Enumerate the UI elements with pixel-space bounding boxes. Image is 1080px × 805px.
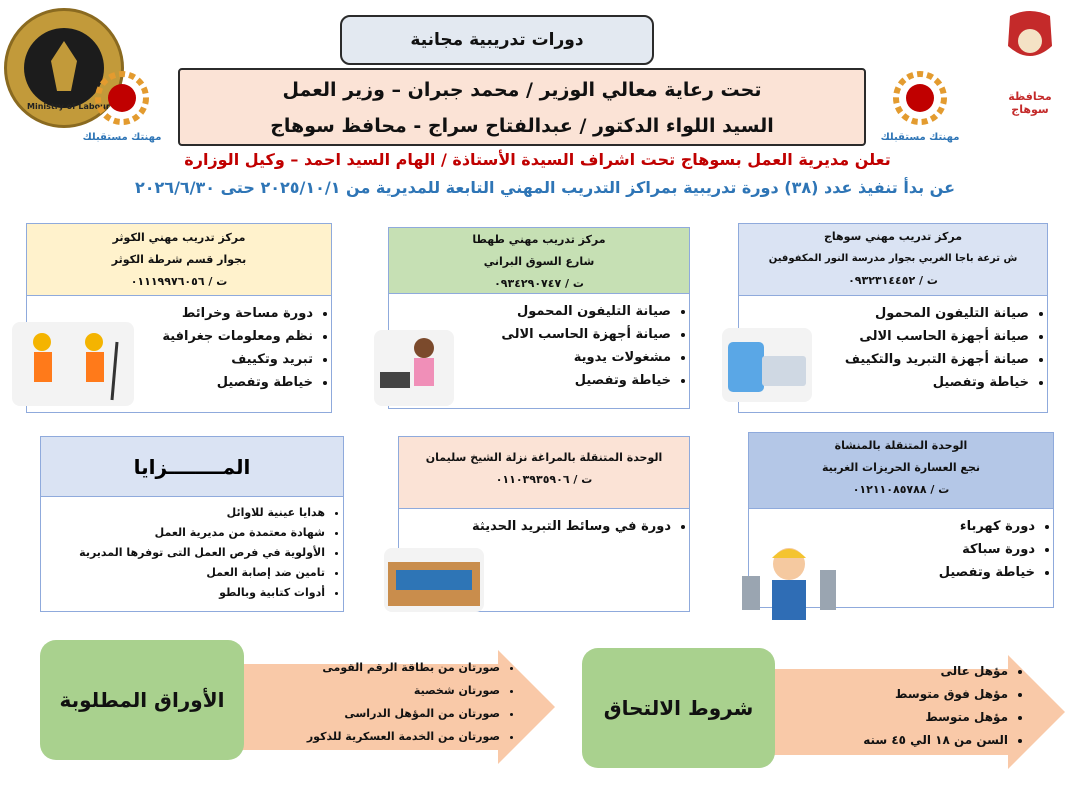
center-phone: ت / ٠١١٠٣٩٣٥٩٠٦ <box>495 473 593 486</box>
documents-list <box>250 656 520 748</box>
center-name: الوحدة المتنقلة بالمراغة نزلة الشيخ سليمان <box>425 451 663 464</box>
building-illustration <box>384 548 484 612</box>
documents-title-box <box>40 640 244 760</box>
surveyor-illustration <box>12 322 134 406</box>
center-name: مركز تدريب مهني سوهاج <box>823 230 963 243</box>
requirement-item: • مؤهل عالى <box>760 660 1008 683</box>
slogan-text-right: مهنتك مستقبلك <box>880 132 960 143</box>
benefits-title: المــــــــزايا <box>133 454 251 479</box>
center-card-header <box>749 433 1053 509</box>
phone-computer-illustration <box>722 328 812 402</box>
center-card-header <box>399 437 689 509</box>
requirements-title: شروط الالتحاق <box>603 696 754 720</box>
requirement-item: • السن من ١٨ الي ٤٥ سنه <box>760 729 1008 752</box>
course-item: • صيانة أجهزة الحاسب الالى <box>739 325 1029 348</box>
course-item: • دورة مساحة وخرائط <box>27 302 313 325</box>
course-item: • خياطة وتفصيل <box>27 371 313 394</box>
center-address: بجوار قسم شرطة الكوثر <box>111 253 247 266</box>
center-card-header <box>27 224 331 296</box>
benefits-header <box>41 437 343 497</box>
documents-title: الأوراق المطلوبة <box>59 688 225 712</box>
center-address: شارع السوق البراني <box>483 255 595 268</box>
sub-announcement: عن بدأ تنفيذ عدد (٣٨) دورة تدريبية بمراكز التدريب المهني التابعة للمديرية من ٢٠٢٥/١٠/١ حتى ٢٠٢٦/٦/٣٠ <box>135 178 955 197</box>
course-item: • صيانة أجهزة التبريد والتكييف <box>739 348 1029 371</box>
slogan-logo-right <box>880 70 960 146</box>
center-name: مركز تدريب مهني طهطا <box>472 233 606 246</box>
benefit-item: • هدايا عينية للاوائل <box>41 503 325 523</box>
course-item: • نظم ومعلومات جغرافية <box>27 325 313 348</box>
ministry-logo-text: Ministry of Labour <box>27 102 110 111</box>
page-title: دورات تدريبية مجانية <box>340 15 654 65</box>
center-name: الوحدة المتنقلة بالمنشاة <box>834 439 968 452</box>
sponsor-line-2: السيد اللواء الدكتور / عبدالفتاح سراج - محافظ سوهاج <box>270 115 774 137</box>
center-phone: ت / ٠١١١٩٩٧٦٠٥٦ <box>130 275 228 288</box>
benefit-item: • شهادة معتمدة من مديرية العمل <box>41 523 325 543</box>
center-card-header <box>389 228 689 294</box>
course-item: • خياطة وتفصيل <box>739 371 1029 394</box>
center-phone: ت / ٠٩٣٢٣١٤٤٥٢ <box>848 274 938 287</box>
center-card-header <box>739 224 1047 296</box>
sponsor-box <box>178 68 866 146</box>
requirements-title-box <box>582 648 775 768</box>
course-item: • خياطة وتفصيل <box>389 369 671 392</box>
center-address: ش ترعة باجا الغربي بجوار مدرسة النور المكفوفين <box>768 253 1018 264</box>
course-item: • دورة كهرباء <box>749 515 1035 538</box>
benefit-item: • تامين ضد إصابة العمل <box>41 563 325 583</box>
slogan-text-left: مهنتك مستقبلك <box>82 132 162 143</box>
document-item: • صورتان من بطاقة الرقم القومى <box>250 656 500 679</box>
slogan-logo-left <box>82 70 162 146</box>
sewing-illustration <box>374 330 454 406</box>
center-name: مركز تدريب مهني الكوثر <box>112 231 246 244</box>
course-item: • صيانة التليفون المحمول <box>389 300 671 323</box>
center-courses <box>399 509 689 538</box>
governorate-name: محافظة سوهاج <box>1008 90 1052 116</box>
document-item: • صورتان من المؤهل الدراسى <box>250 702 500 725</box>
course-item: • صيانة أجهزة الحاسب الالى <box>389 323 671 346</box>
requirement-item: • مؤهل فوق متوسط <box>760 683 1008 706</box>
course-item: • دورة سباكة <box>749 538 1035 561</box>
course-item: • صيانة التليفون المحمول <box>739 302 1029 325</box>
center-phone: ت / ٠٩٣٤٢٩٠٧٤٧ <box>494 277 584 290</box>
announcement: تعلن مديرية العمل بسوهاج تحت اشراف السيدة الأستاذة / الهام السيد احمد – وكيل الوزارة <box>184 150 891 169</box>
course-item: • مشغولات يدوية <box>389 346 671 369</box>
document-item: • صورتان شخصية <box>250 679 500 702</box>
benefits-card <box>40 436 344 612</box>
course-item: • تبريد وتكييف <box>27 348 313 371</box>
governorate-logo <box>990 6 1070 114</box>
benefit-item: • أدوات كتابية وبالطو <box>41 583 325 603</box>
center-address: نجع العسارة الحريزات الغربية <box>821 461 981 474</box>
requirement-item: • مؤهل متوسط <box>760 706 1008 729</box>
sponsor-line-1: تحت رعاية معالي الوزير / محمد جبران – وزير العمل <box>282 79 762 101</box>
plumber-illustration <box>734 540 844 626</box>
course-item: • دورة في وسائط التبريد الحديثة <box>399 515 671 538</box>
benefit-item: • الأولوية في فرص العمل التى توفرها المديرية <box>41 543 325 563</box>
course-item: • خياطة وتفصيل <box>749 561 1035 584</box>
document-item: • صورتان من الخدمة العسكرية للذكور <box>250 725 500 748</box>
benefits-list <box>41 497 343 603</box>
requirements-list <box>760 660 1028 752</box>
center-phone: ت / ٠١٢١١٠٨٥٧٨٨ <box>852 483 950 496</box>
